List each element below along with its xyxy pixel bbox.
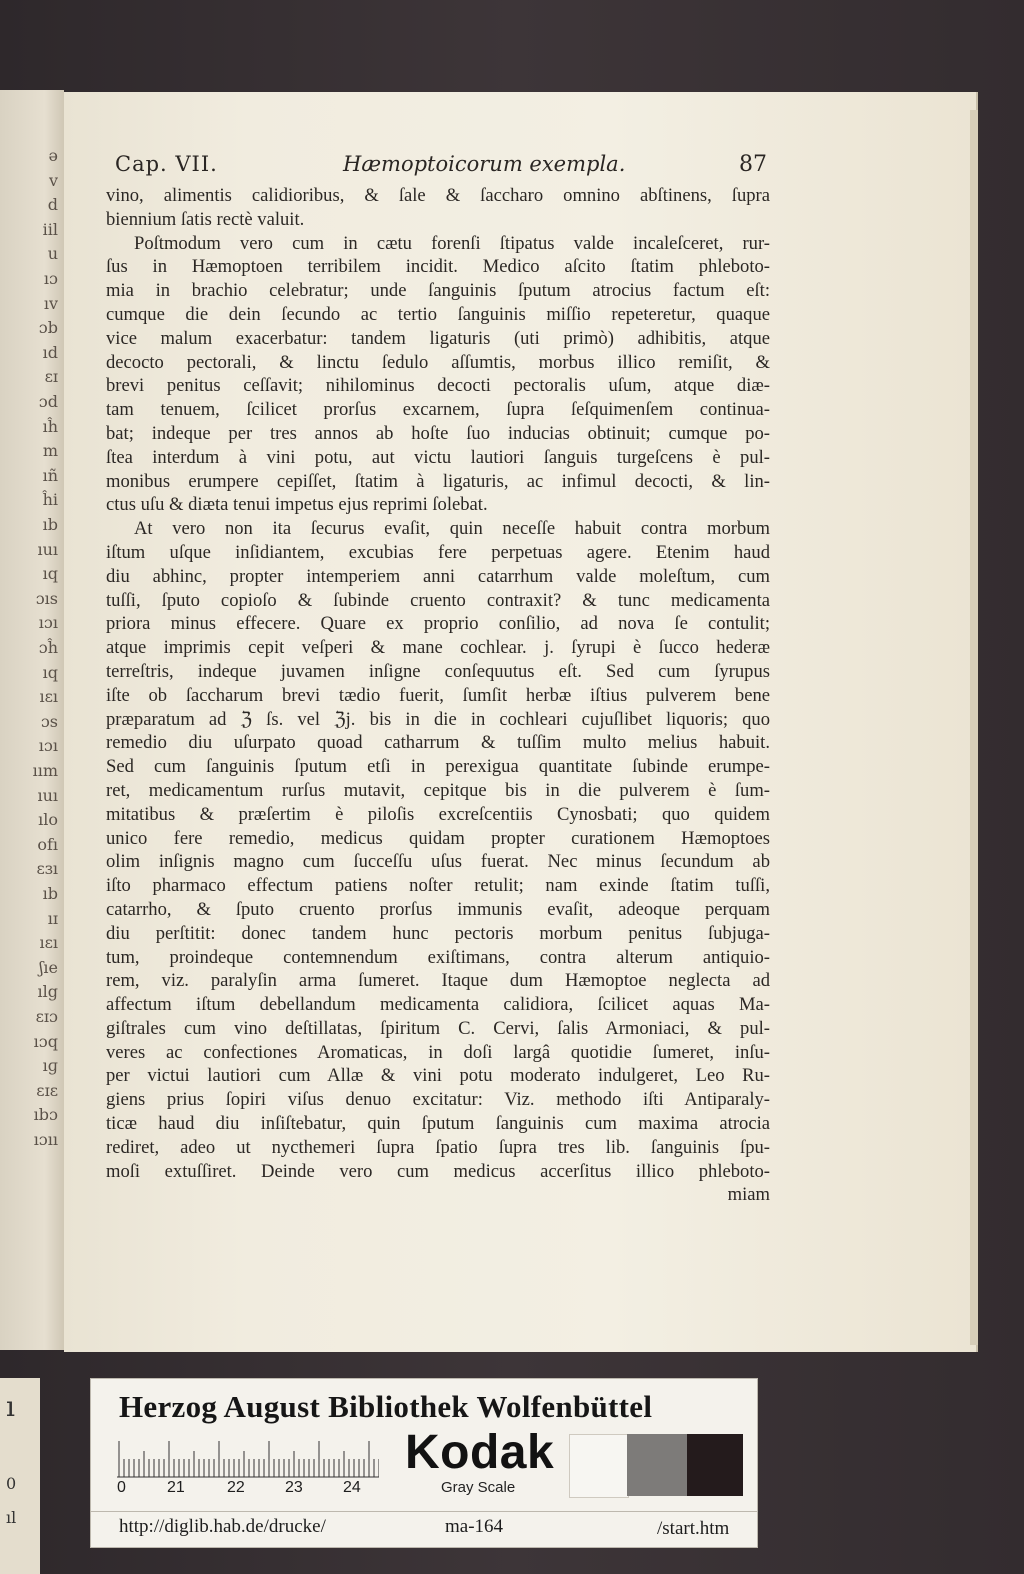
prev-edge-fragment: ı bbox=[6, 1390, 15, 1423]
library-color-target bbox=[90, 1378, 758, 1548]
page-number: 87 bbox=[739, 152, 767, 177]
prev-page-fragment: ıv bbox=[43, 293, 58, 313]
chapter-label: Cap. VII. bbox=[115, 152, 218, 176]
text-line: veres ac confectiones Aromaticas, in doſi largâ quotidie ſumeret, inſu- bbox=[106, 1041, 770, 1063]
prev-page-fragment: ıuı bbox=[37, 785, 58, 805]
prev-page-fragment: ıq bbox=[42, 662, 58, 682]
prev-page-fragment: ɛɪɔ bbox=[35, 1007, 58, 1026]
text-line: tam tenuem, ſcilicet prorſus excarnem, ſupra ſeſquimenſem continua- bbox=[106, 399, 770, 421]
prev-page-fragment: ıɔ bbox=[43, 269, 58, 288]
prev-page-fragment: ıñ bbox=[42, 465, 58, 485]
prev-page-fragment: u bbox=[47, 244, 58, 264]
prev-page-fragment: ıĥ bbox=[42, 416, 58, 436]
prev-page-fragment: ıb bbox=[42, 884, 58, 903]
prev-page-fragment: ɔd bbox=[38, 392, 58, 411]
text-line: per victui lautiori cum Allæ & vini potu moderato indulgeret, Leo Ru- bbox=[106, 1065, 770, 1087]
page-edge bbox=[970, 110, 978, 1345]
ruler-number: 21 bbox=[167, 1479, 185, 1496]
text-line: giſtrales cum vino deſtillatas, ſpiritum C. Cervi, ſalis Armoniaci, & pul- bbox=[106, 1017, 770, 1039]
prev-page-fragment: ıb bbox=[42, 515, 58, 534]
prev-page-fragment: ofı bbox=[37, 834, 58, 854]
url-base: http://diglib.hab.de/drucke/ bbox=[119, 1516, 326, 1537]
prev-page-fragment: m bbox=[42, 441, 58, 461]
ruler-number: 23 bbox=[285, 1479, 303, 1496]
prev-page-fragment: ɛɜı bbox=[36, 859, 58, 879]
text-line: tum, proindeque contemnendum exiſtimans, contra alterum antiquio- bbox=[106, 946, 770, 968]
text-line: ſus in Hæmoptoen terribilem incidit. Medico aſcito ſtatim phleboto- bbox=[106, 256, 770, 278]
text-line: At vero non ita ſecurus evaſit, quin neceſſe habuit contra morbum bbox=[134, 518, 770, 540]
url-row bbox=[91, 1511, 757, 1542]
text-line: iſtum uſque inſidiantem, excubias fere perpetuas agere. Etenim haud bbox=[106, 541, 770, 563]
prev-page-fragment: ıɛı bbox=[39, 687, 58, 707]
gray-swatch-mid bbox=[627, 1434, 687, 1496]
text-line: mitatibus & præſertim è piloſis excreſcentiis Cynosbati; quo quidem bbox=[106, 803, 770, 825]
text-line: vice malum exacerbatur: tandem ligaturis (uti primò) adhibitis, atque bbox=[106, 327, 770, 349]
prev-page-fragment: ıbɔ bbox=[33, 1105, 58, 1125]
text-line: diu abhinc, propter intemperiem anni catarrhum valde moleſtum, cum bbox=[106, 565, 770, 587]
ruler-number: 0 bbox=[117, 1479, 126, 1496]
prev-page-fragment: ılo bbox=[38, 810, 58, 830]
prev-page-fragment: ıd bbox=[42, 342, 58, 362]
text-line: ctus uſu & diæta tenui impetus ejus reprimi ſolebat. bbox=[106, 494, 488, 516]
text-line: ticæ haud diu inſiſtebatur, quin ſputum ſanguinis cum maxima atrocia bbox=[106, 1113, 770, 1135]
gray-swatch-light bbox=[569, 1434, 629, 1498]
text-line: moſi extuſſiret. Deinde vero cum medicus accerſitus illico phleboto- bbox=[106, 1160, 770, 1182]
prev-page-fragment: ıım bbox=[32, 761, 58, 780]
ruler-number: 24 bbox=[343, 1479, 361, 1496]
prev-page-fragment: ĥi bbox=[42, 490, 58, 510]
text-line: Sed cum ſanguinis ſputum etſi in perexigua quantitate ſubinde erumpe- bbox=[106, 756, 770, 778]
prev-edge-fragment: 0 bbox=[6, 1474, 17, 1493]
prev-page-fragment: ıɛı bbox=[39, 933, 58, 953]
text-line: ſtea interdum à vini potu, aut victu lautiori ſanguis turgeſcens è pul- bbox=[106, 446, 770, 468]
prev-page-fragment: ılg bbox=[37, 982, 58, 1002]
prev-page-fragment: v bbox=[48, 170, 58, 190]
text-line: catarrho, & ſputo cruento prorſus immunis evaſit, adeoque perquam bbox=[106, 898, 770, 920]
text-line: affectum iſtum debellandum medicamenta calidiora, ſcilicet aquas Ma- bbox=[106, 994, 770, 1016]
text-line: biennium ſatis rectè valuit. bbox=[106, 208, 305, 230]
text-line: tuſſi, ſputo copioſo & ſubinde cruento contraxit? & tunc medicamenta bbox=[106, 589, 770, 611]
text-line: miam bbox=[727, 1184, 770, 1206]
prev-page-fragment: ɔb bbox=[38, 318, 58, 338]
gray-swatch-dark bbox=[687, 1434, 743, 1496]
prev-page-fragment: ɛɪɛ bbox=[36, 1080, 58, 1100]
text-line: præparatum ad ℨ ſs. vel ℨj. bis in die in cochleari cujuſlibet liquoris; quo bbox=[106, 708, 770, 730]
prev-page-fragment: ıɔq bbox=[33, 1031, 58, 1051]
prev-edge-fragment: ıl bbox=[6, 1508, 17, 1527]
running-title: Hæmoptoicorum exempla. bbox=[343, 152, 626, 176]
prev-page-fragment: iil bbox=[42, 219, 58, 239]
prev-page-fragment: ɔs bbox=[40, 711, 58, 731]
text-line: vino, alimentis calidioribus, & ſale & ſaccharo omnino abſtinens, ſupra bbox=[106, 185, 770, 206]
text-line: rem, viz. paralyſin arma ſumeret. Itaque dum Hæmoptoe neglecta ad bbox=[106, 970, 770, 992]
prev-page-fragment: ıɔı bbox=[38, 736, 58, 756]
prev-page-fragment: ɔĥ bbox=[38, 638, 58, 657]
text-line: remedio diu uſurpato quoad catharrum & tuſſim multo melius habuit. bbox=[106, 732, 770, 754]
text-line: atque imprimis cepit veſperi & mane cochlear. j. ſyrupi è ſucco hederæ bbox=[106, 637, 770, 659]
text-line: iſto pharmaco effectum patiens noſter retulit; nam exinde ſtatim tuſſi, bbox=[106, 875, 770, 897]
text-line: giens prius ſopiri viſus denuo excitatur: Viz. methodo iſti Antiparaly- bbox=[106, 1089, 770, 1111]
previous-page-strip bbox=[0, 90, 64, 1350]
library-title: Herzog August Bibliothek Wolfenbüttel bbox=[119, 1389, 653, 1424]
kodak-logo: Kodak bbox=[405, 1426, 555, 1479]
prev-page-fragment: ıuı bbox=[37, 539, 58, 559]
prev-page-fragment: ıq bbox=[42, 564, 58, 584]
prev-page-fragment: d bbox=[47, 195, 58, 215]
prev-page-fragment: ʃıe bbox=[39, 957, 58, 977]
text-line: cumque die dein ſecundo ac tertio ſanguinis miſſio repeteretur, quaque bbox=[106, 303, 770, 325]
gray-scale-label: Gray Scale bbox=[441, 1479, 516, 1496]
url-suffix: /start.htm bbox=[657, 1518, 730, 1539]
text-line: Poſtmodum vero cum in cætu forenſi ſtipatus valde incaleſceret, rur- bbox=[134, 232, 770, 254]
prev-page-fragment: ıɪ bbox=[47, 908, 58, 928]
text-line: rediret, adeo ut nycthemeri ſupra ſpatio ſupra tres lib. ſanguinis ſpu- bbox=[106, 1136, 770, 1158]
prev-page-fragment: ɛɪ bbox=[44, 367, 58, 387]
text-line: olim inſignis magno cum ſucceſſu uſus fuerat. Nec minus ſecundum ab bbox=[106, 851, 770, 873]
text-line: brevi penitus ceſſavit; nihilominus decocti pectoralis uſum, atque diæ- bbox=[106, 375, 770, 397]
ruler-number: 22 bbox=[227, 1479, 245, 1496]
text-line: monibus erumpere cepiſſet, ſtatim à ligaturis, ac infimul decocti, & lin- bbox=[106, 470, 770, 492]
scale-ruler bbox=[117, 1435, 379, 1479]
running-head bbox=[115, 152, 775, 184]
text-line: priora minus effecere. Quare ex proprio conſilio, ad nova ſe contulit; bbox=[106, 613, 770, 635]
prev-page-fragment: ıɡ bbox=[42, 1056, 58, 1076]
prev-page-fragment: ə bbox=[48, 146, 58, 165]
text-line: diu perſtitit: donec tandem hunc pectoris morbum penitus ſubjuga- bbox=[106, 922, 770, 944]
text-line: terreſtris, indeque juvamen inſigne conſequutus eſt. Sed cum ſyrupus bbox=[106, 660, 770, 682]
text-line: unico fere remedio, medicus quidam propter curationem Hæmoptoes bbox=[106, 827, 770, 849]
text-line: iſte ob ſaccharum brevi tædio fuerit, ſumſit herbæ iſtius pulverem bene bbox=[106, 684, 770, 706]
text-line: ret, medicamentum rurſus mutavit, cepitque bis in die pulverem è ſum- bbox=[106, 779, 770, 801]
prev-page-fragment: ıɔıı bbox=[33, 1130, 58, 1149]
prev-page-fragment: ıɔı bbox=[38, 613, 58, 633]
page-body-text bbox=[106, 184, 770, 1207]
text-line: bat; indeque per tres annos ab hoſte ſuo inducias obtinuit; cumque po- bbox=[106, 422, 770, 444]
url-shelfmark: ma-164 bbox=[445, 1516, 504, 1537]
text-line: decocto pectorali, & linctu ſedulo aſſumtis, morbus illico remiſit, & bbox=[106, 351, 770, 373]
text-line: mia in brachio celebratur; unde ſanguinis ſputum atrocius factum eſt: bbox=[106, 280, 770, 302]
prev-page-fragment: ɔıs bbox=[35, 588, 58, 608]
previous-page-edge bbox=[0, 1378, 40, 1574]
